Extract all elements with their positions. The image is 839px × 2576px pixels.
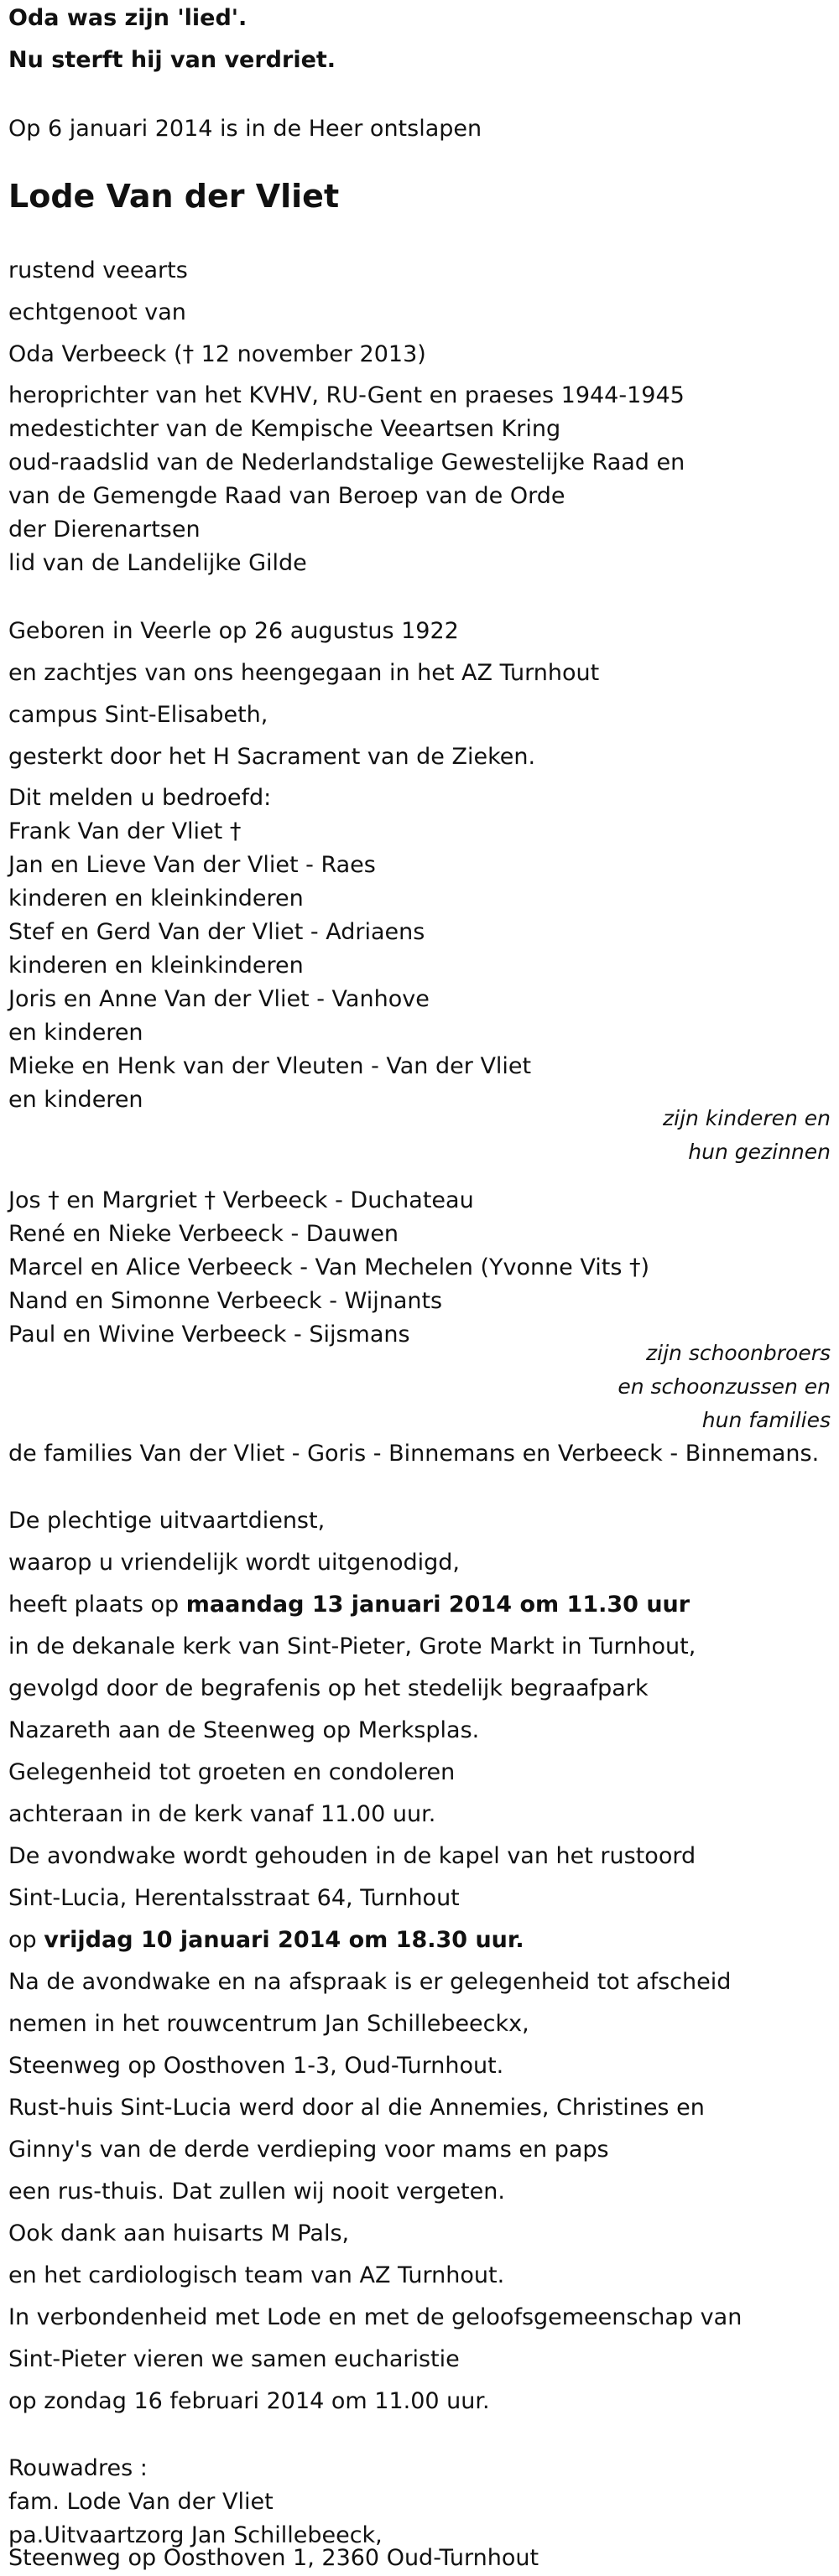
service-line: Sint-Lucia, Herentalsstraat 64, Turnhout (8, 1885, 460, 1911)
inlaws-note: zijn schoonbroers (646, 1341, 831, 1365)
service-text: op (8, 1927, 44, 1953)
inlaw-line: René en Nieke Verbeeck - Dauwen (8, 1221, 399, 1247)
inlaw-line: Paul en Wivine Verbeeck - Sijsmans (8, 1322, 410, 1348)
quote-line-2: Nu sterft hij van verdriet. (8, 47, 336, 73)
bio-line: medestichter van de Kempische Veeartsen Kring (8, 416, 561, 442)
bio-line: Oda Verbeeck († 12 november 2013) (8, 341, 426, 367)
intro-line: Op 6 januari 2014 is in de Heer ontslapen (8, 116, 482, 142)
service-line: Sint-Pieter vieren we samen eucharistie (8, 2346, 460, 2372)
bio-line: van de Gemengde Raad van Beroep van de Orde (8, 483, 565, 509)
address-line: fam. Lode Van der Vliet (8, 2489, 274, 2515)
birth-line: Geboren in Veerle op 26 augustus 1922 (8, 618, 459, 644)
family-line: en kinderen (8, 1087, 143, 1113)
funeral-date: maandag 13 januari 2014 om 11.30 uur (185, 1592, 690, 1618)
service-line: De avondwake wordt gehouden in de kapel van het rustoord (8, 1843, 696, 1869)
families-line: de families Van der Vliet - Goris - Binnemans en Verbeeck - Binnemans. (8, 1441, 820, 1467)
bio-line: rustend veearts (8, 257, 188, 283)
bio-line: oud-raadslid van de Nederlandstalige Gewestelijke Raad en (8, 449, 685, 475)
service-line: waarop u vriendelijk wordt uitgenodigd, (8, 1550, 461, 1576)
family-line: Jan en Lieve Van der Vliet - Raes (8, 852, 376, 878)
service-line: achteraan in de kerk vanaf 11.00 uur. (8, 1801, 436, 1827)
family-line: en kinderen (8, 1020, 143, 1046)
service-line: een rus-thuis. Dat zullen wij nooit vergeten. (8, 2179, 505, 2205)
birth-line: Dit melden u bedroefd: (8, 785, 272, 811)
family-line: Frank Van der Vliet † (8, 818, 242, 844)
service-line: nemen in het rouwcentrum Jan Schillebeeckx, (8, 2011, 529, 2037)
inlaw-line: Jos † en Margriet † Verbeeck - Duchateau (8, 1187, 474, 1213)
bio-line: lid van de Landelijke Gilde (8, 550, 307, 576)
address-line: pa.Uitvaartzorg Jan Schillebeeck, (8, 2522, 383, 2548)
bio-line: heroprichter van het KVHV, RU-Gent en praeses 1944-1945 (8, 382, 685, 408)
service-line: Gelegenheid tot groeten en condoleren (8, 1759, 456, 1785)
inlaws-note: hun families (701, 1408, 831, 1432)
service-line: op zondag 16 februari 2014 om 11.00 uur. (8, 2388, 490, 2414)
service-line (8, 1925, 524, 1955)
children-note: zijn kinderen en (663, 1106, 831, 1130)
address-line: Rouwadres : (8, 2455, 148, 2481)
service-line: Ook dank aan huisarts M Pals, (8, 2220, 350, 2246)
bio-line: echtgenoot van (8, 299, 186, 325)
family-line: Mieke en Henk van der Vleuten - Van der Vliet (8, 1053, 532, 1079)
service-line: en het cardiologisch team van AZ Turnhout. (8, 2262, 505, 2288)
service-line: gevolgd door de begrafenis op het stedelijk begraafpark (8, 1675, 649, 1701)
quote-line-1: Oda was zijn 'lied'. (8, 5, 248, 31)
address-line: Steenweg op Oosthoven 1, 2360 Oud-Turnhout (8, 2545, 539, 2571)
service-line (8, 1590, 690, 1620)
wake-date: vrijdag 10 januari 2014 om 18.30 uur. (44, 1927, 524, 1953)
bio-line: der Dierenartsen (8, 517, 201, 543)
service-line: Ginny's van de derde verdieping voor mams en paps (8, 2137, 609, 2163)
family-line: Stef en Gerd Van der Vliet - Adriaens (8, 919, 425, 945)
birth-line: campus Sint-Elisabeth, (8, 702, 268, 728)
deceased-name: Lode Van der Vliet (8, 178, 340, 215)
service-line: in de dekanale kerk van Sint-Pieter, Grote Markt in Turnhout, (8, 1633, 696, 1659)
inlaws-note: en schoonzussen en (618, 1374, 831, 1399)
service-line: In verbondenheid met Lode en met de geloofsgemeenschap van (8, 2304, 743, 2330)
service-text: heeft plaats op (8, 1592, 186, 1618)
service-line: Rust-huis Sint-Lucia werd door al die Annemies, Christines en (8, 2095, 705, 2121)
service-line: De plechtige uitvaartdienst, (8, 1508, 326, 1534)
birth-line: gesterkt door het H Sacrament van de Zieken. (8, 744, 536, 770)
children-note: hun gezinnen (688, 1140, 831, 1164)
service-line: Na de avondwake en na afspraak is er gelegenheid tot afscheid (8, 1969, 732, 1995)
service-line: Steenweg op Oosthoven 1-3, Oud-Turnhout. (8, 2053, 504, 2079)
inlaw-line: Marcel en Alice Verbeeck - Van Mechelen (Yvonne Vits †) (8, 1254, 650, 1280)
inlaw-line: Nand en Simonne Verbeeck - Wijnants (8, 1288, 443, 1314)
family-line: Joris en Anne Van der Vliet - Vanhove (8, 986, 430, 1012)
family-line: kinderen en kleinkinderen (8, 953, 304, 979)
service-line: Nazareth aan de Steenweg op Merksplas. (8, 1717, 480, 1743)
birth-line: en zachtjes van ons heengegaan in het AZ Turnhout (8, 660, 600, 686)
family-line: kinderen en kleinkinderen (8, 886, 304, 911)
